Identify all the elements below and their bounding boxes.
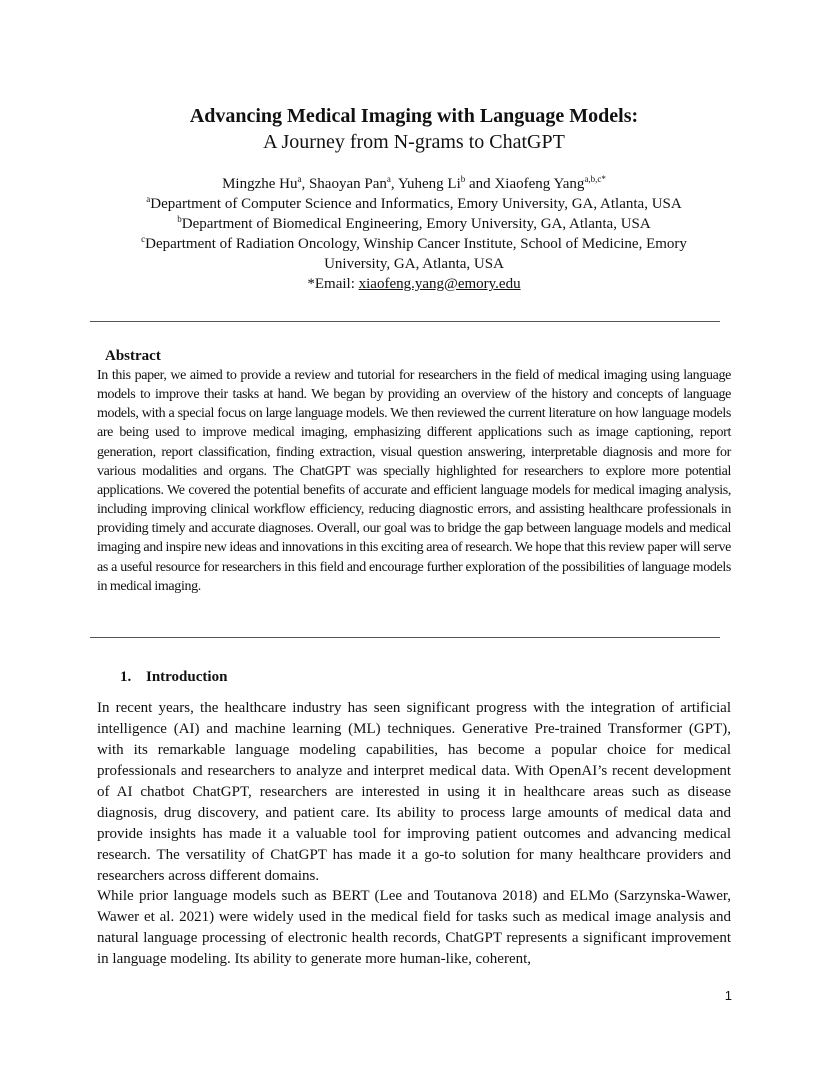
author-affiliation-sup: a	[297, 174, 302, 184]
author-affiliation-sup: a	[386, 174, 391, 184]
author-affiliation-sup: a,b,c*	[584, 174, 606, 184]
author-separator: and	[465, 176, 495, 192]
paper-subtitle: A Journey from N-grams to ChatGPT	[263, 131, 565, 153]
author-list	[0, 174, 828, 194]
divider-top	[90, 321, 720, 322]
affiliation-b	[100, 214, 728, 234]
author-name: Shaoyan Pan	[308, 176, 387, 192]
affiliation-sup: a	[146, 194, 151, 204]
affiliation-text: Department of Computer Science and Informatics, Emory University, GA, Atlanta, USA	[150, 196, 682, 212]
author-affiliation-sup: b	[460, 174, 466, 184]
affiliation-a	[100, 194, 728, 214]
section-heading-introduction	[120, 667, 227, 687]
page-number: 1	[724, 988, 732, 1003]
author-name: Mingzhe Hu	[222, 176, 298, 192]
affiliation-c-continued: University, GA, Atlanta, USA	[324, 256, 504, 272]
email-link[interactable]: xiaofeng.yang@emory.edu	[358, 276, 521, 292]
author-separator: ,	[301, 176, 309, 192]
divider-bottom	[90, 637, 720, 638]
abstract-heading: Abstract	[105, 348, 161, 364]
intro-paragraph-1: In recent years, the healthcare industry has seen significant progress with the integration of artificial intelligence (AI) and machine learning (ML) techniques. Generative Pre-trained Transformer (GPT), with its remarkable language modeling capabilities, has become a popular choice for medical professionals and researchers to analyze and interpret medical data. With OpenAI’s recent development of AI chatbot ChatGPT, researchers are interested in using it in healthcare areas such as disease diagnosis, drug discovery, and patient care. Its ability to process large amounts of medical data and provide insights has made it a valuable tool for improving patient outcomes and advancing medical research. The versatility of ChatGPT has made it a go-to solution for many healthcare providers and researchers across different domains.	[97, 700, 731, 884]
author-name: Yuheng Li	[397, 176, 461, 192]
affiliation-text: Department of Radiation Oncology, Winship Cancer Institute, School of Medicine, Emory	[145, 236, 687, 252]
section-title: Introduction	[146, 669, 228, 685]
affiliation-list	[100, 194, 728, 294]
affiliation-sup: c	[141, 234, 146, 244]
affiliation-c	[100, 234, 728, 254]
intro-paragraph-2: While prior language models such as BERT (Lee and Toutanova 2018) and ELMo (Sarzynska-Wawer, Wawer et al. 2021) were widely used in the medical field for tasks such as medical image analysis and natural language processing of electronic health records, ChatGPT represents a significant improvement in language modeling. Its ability to generate more human-like, coherent,	[97, 888, 731, 967]
author-separator: ,	[390, 176, 398, 192]
abstract-body: In this paper, we aimed to provide a review and tutorial for researchers in the field of medical imaging using language models to improve their tasks at hand. We began by providing an overview of the history and concepts of language models, with a special focus on large language models. We then reviewed the current literature on how language models are being used to improve medical imaging, emphasizing different applications such as image captioning, report generation, report classification, finding extraction, visual question answering, interpretable diagnosis and more for various modalities and organs. The ChatGPT was specially highlighted for researchers to explore more potential applications. We covered the potential benefits of accurate and efficient language models for medical imaging analysis, including improving clinical workflow efficiency, reducing diagnostic errors, and assisting healthcare professionals in providing timely and accurate diagnoses. Overall, our goal was to bridge the gap between language models and medical imaging and inspire new ideas and innovations in this exciting area of research. We hope that this review paper will serve as a useful resource for researchers in this field and encourage further exploration of the possibilities of language models in medical imaging.	[97, 368, 731, 594]
corresponding-email	[100, 274, 728, 294]
affiliation-sup: b	[177, 214, 182, 224]
section-number: 1.	[120, 669, 132, 685]
email-prefix: *Email:	[307, 276, 359, 292]
paper-title: Advancing Medical Imaging with Language Models:	[189, 105, 639, 127]
author-name: Xiaofeng Yang	[494, 176, 585, 192]
affiliation-text: Department of Biomedical Engineering, Emory University, GA, Atlanta, USA	[181, 216, 651, 232]
